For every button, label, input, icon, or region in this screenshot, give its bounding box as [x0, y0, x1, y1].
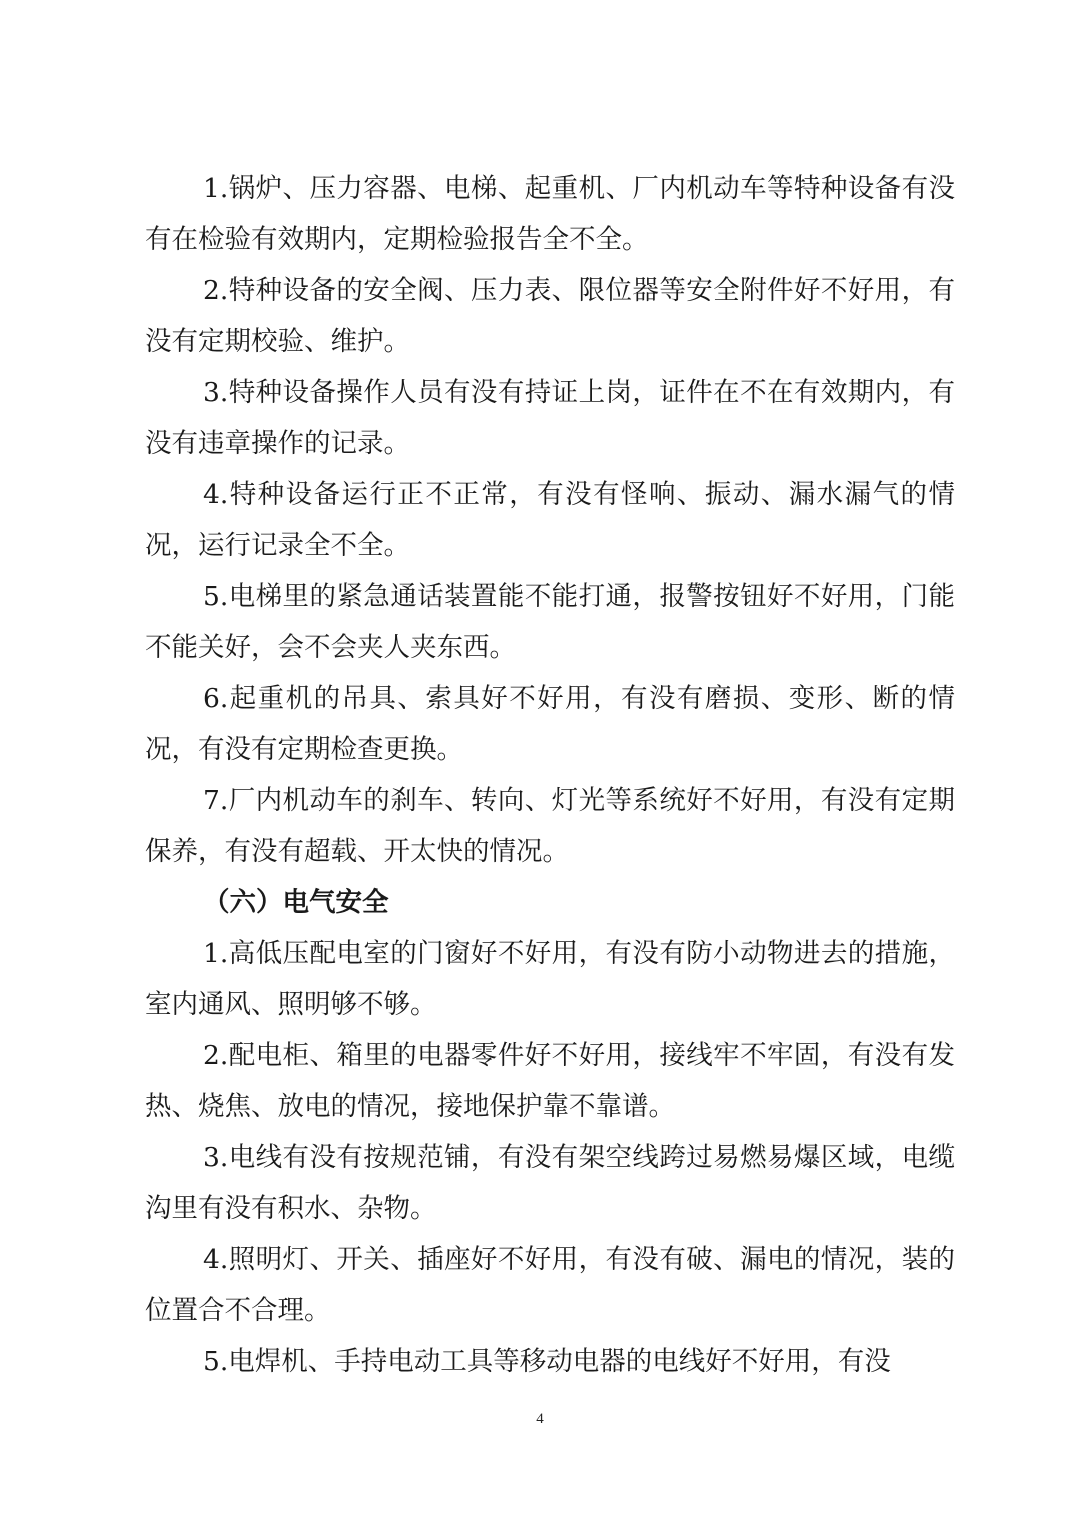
list-item-special-equipment-5: 5.电梯里的紧急通话装置能不能打通，报警按钮好不好用，门能不能关好，会不会夹人夹东西。	[145, 581, 955, 663]
page-number: 4	[536, 1411, 544, 1427]
list-item-special-equipment-1: 1.锅炉、压力容器、电梯、起重机、厂内机动车等特种设备有没有在检验有效期内，定期检验报告全不全。	[145, 173, 955, 255]
list-item-special-equipment-7: 7.厂内机动车的刹车、转向、灯光等系统好不好用，有没有定期保养，有没有超载、开太快的情况。	[145, 785, 955, 867]
list-item-electrical-1: 1.高低压配电室的门窗好不好用，有没有防小动物进去的措施，室内通风、照明够不够。	[145, 938, 955, 1020]
list-item-special-equipment-4: 4.特种设备运行正不正常，有没有怪响、振动、漏水漏气的情况，运行记录全不全。	[145, 479, 955, 561]
list-item-electrical-4: 4.照明灯、开关、插座好不好用，有没有破、漏电的情况，装的位置合不合理。	[145, 1244, 955, 1326]
list-item-special-equipment-2: 2.特种设备的安全阀、压力表、限位器等安全附件好不好用，有没有定期校验、维护。	[145, 275, 955, 357]
list-item-electrical-5: 5.电焊机、手持电动工具等移动电器的电线好不好用，有没	[203, 1346, 891, 1377]
list-item-special-equipment-3: 3.特种设备操作人员有没有持证上岗，证件在不在有效期内，有没有违章操作的记录。	[145, 377, 955, 459]
list-item-electrical-3: 3.电线有没有按规范铺，有没有架空线跨过易燃易爆区域，电缆沟里有没有积水、杂物。	[145, 1142, 955, 1224]
section-heading-electrical-safety: （六）电气安全	[203, 887, 389, 918]
list-item-electrical-2: 2.配电柜、箱里的电器零件好不好用，接线牢不牢固，有没有发热、烧焦、放电的情况，接地保护靠不靠谱。	[145, 1040, 955, 1122]
list-item-special-equipment-6: 6.起重机的吊具、索具好不好用，有没有磨损、变形、断的情况，有没有定期检查更换。	[145, 683, 955, 765]
page-body	[145, 163, 955, 1387]
